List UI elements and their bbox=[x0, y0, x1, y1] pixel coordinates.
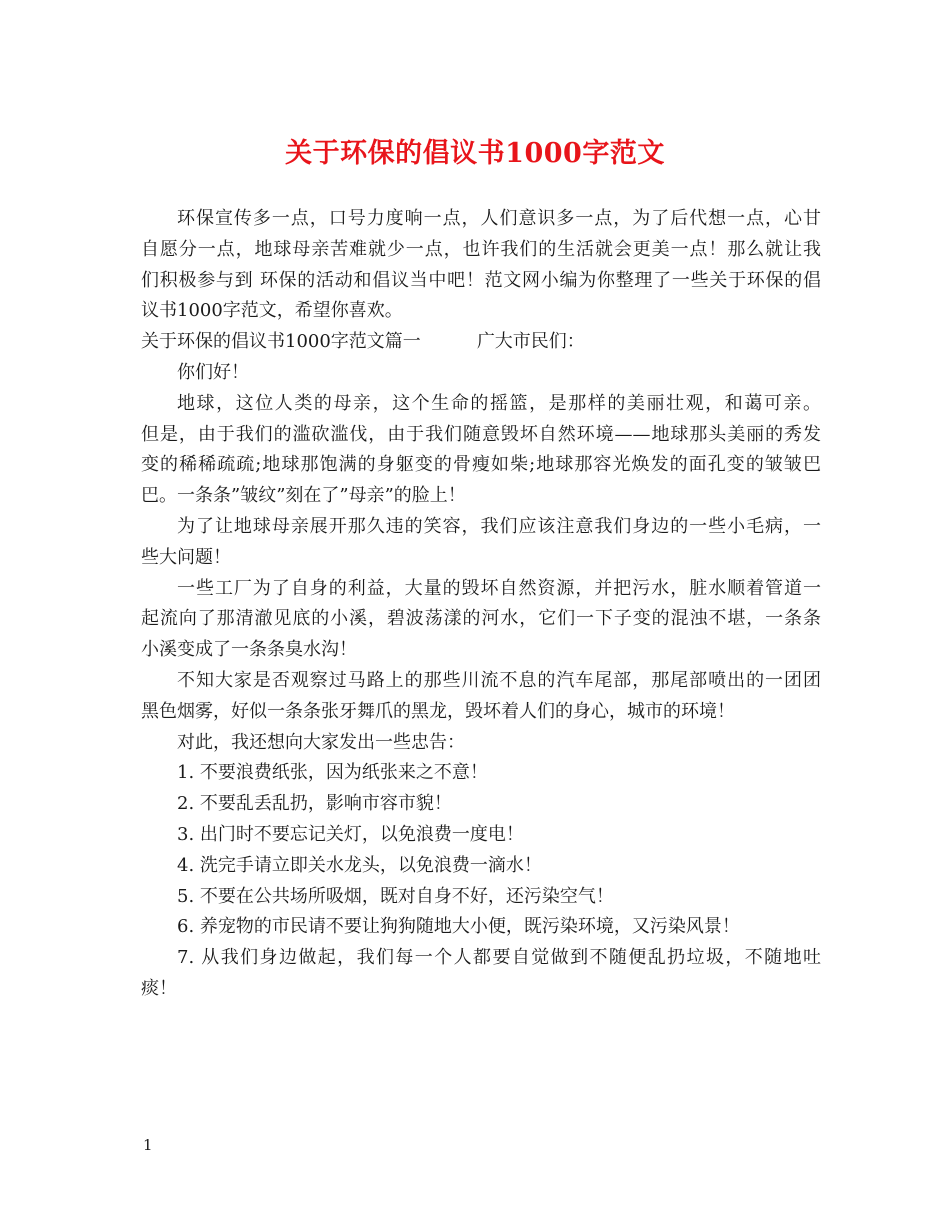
paragraph-line: 为了让地球母亲展开那久违的笑容，我们应该注意我们身边的一些小毛病，一 bbox=[177, 515, 821, 537]
advice-item: 4. 洗完手请立即关水龙头，以免浪费一滴水！ bbox=[177, 854, 542, 876]
page-number: 1 bbox=[143, 1136, 153, 1154]
paragraph-line: 小溪变成了一条条臭水沟！ bbox=[141, 639, 357, 661]
advice-item: 1. 不要浪费纸张，因为纸张来之不意！ bbox=[177, 762, 488, 784]
paragraph-line: 些大问题！ bbox=[141, 546, 231, 568]
paragraph-line: 不知大家是否观察过马路上的那些川流不息的汽车尾部，那尾部喷出的一团团 bbox=[177, 669, 821, 691]
paragraph-line: 起流向了那清澈见底的小溪，碧波荡漾的河水，它们一下子变的混浊不堪，一条条 bbox=[141, 608, 821, 630]
document-title: 关于环保的倡议书1000字范文 bbox=[285, 138, 665, 169]
greeting: 你们好！ bbox=[177, 361, 249, 383]
paragraph-line: 一些工厂为了自身的利益，大量的毁坏自然资源，并把污水，脏水顺着管道一 bbox=[177, 577, 821, 599]
intro-line: 议书1000字范文，希望你喜欢。 bbox=[141, 300, 403, 322]
intro-line: 自愿分一点，地球母亲苦难就少一点，也许我们的生活就会更美一点！那么就让我 bbox=[141, 238, 821, 260]
advice-item-continuation: 痰！ bbox=[141, 977, 177, 999]
paragraph-line: 但是，由于我们的滥砍滥伐，由于我们随意毁坏自然环境——地球那头美丽的秀发 bbox=[141, 423, 821, 445]
paragraph-line: 黑色烟雾，好似一条条张牙舞爪的黑龙，毁坏着人们的身心，城市的环境！ bbox=[141, 700, 735, 722]
intro-line: 环保宣传多一点，口号力度响一点，人们意识多一点，为了后代想一点，心甘 bbox=[177, 208, 821, 229]
advice-item: 2. 不要乱丢乱扔，影响市容市貌！ bbox=[177, 793, 452, 815]
section-heading: 关于环保的倡议书1000字范文篇一 bbox=[141, 331, 421, 353]
paragraph-line: 变的稀稀疏疏;地球那饱满的身躯变的骨瘦如柴;地球那容光焕发的面孔变的皱皱巴 bbox=[141, 454, 821, 476]
advice-item: 6. 养宠物的市民请不要让狗狗随地大小便，既污染环境，又污染风景！ bbox=[177, 916, 740, 938]
advice-intro: 对此，我还想向大家发出一些忠告： bbox=[177, 731, 465, 753]
advice-item: 7. 从我们身边做起，我们每一个人都要自觉做到不随便乱扔垃圾，不随地吐 bbox=[177, 947, 821, 969]
intro-line: 们积极参与到 环保的活动和倡议当中吧！范文网小编为你整理了一些关于环保的倡 bbox=[141, 269, 821, 291]
advice-item: 5. 不要在公共场所吸烟，既对自身不好，还污染空气！ bbox=[177, 885, 614, 907]
salutation: 广大市民们： bbox=[476, 331, 585, 353]
section-heading-line bbox=[141, 327, 821, 358]
document-body bbox=[141, 204, 821, 1005]
advice-item: 3. 出门时不要忘记关灯，以免浪费一度电！ bbox=[177, 823, 524, 845]
paragraph-line: 巴。一条条”皱纹”刻在了”母亲”的脸上！ bbox=[141, 485, 466, 507]
paragraph-line: 地球，这位人类的母亲，这个生命的摇篮，是那样的美丽壮观，和蔼可亲。 bbox=[177, 392, 821, 414]
